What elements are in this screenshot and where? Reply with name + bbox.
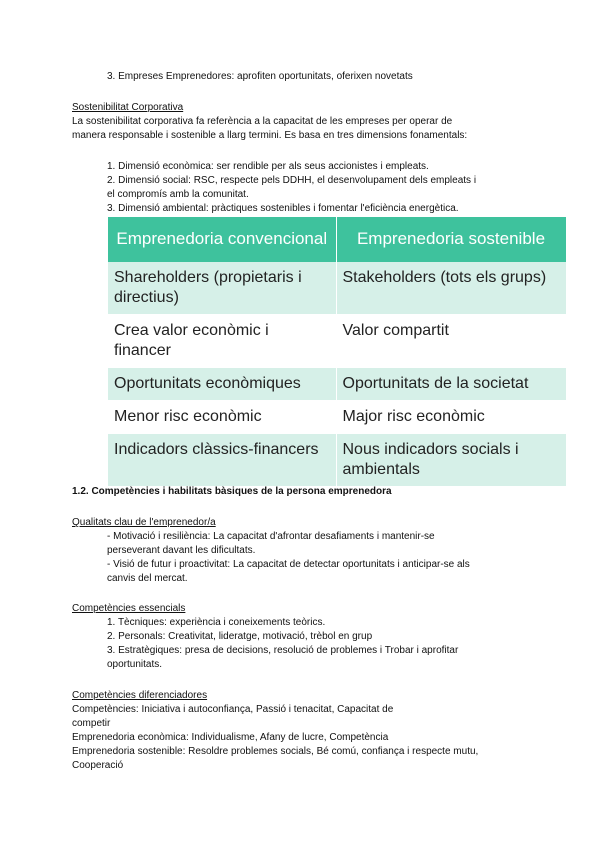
paragraph-line: Cooperació bbox=[72, 760, 124, 771]
list-item-motivacio: - Motivació i resiliència: La capacitat d'afrontar desafiaments i mantenir-se bbox=[107, 531, 435, 542]
list-item-tecniques: 1. Tècniques: experiència i coneixements teòrics. bbox=[107, 617, 326, 628]
table-cell: Menor risc econòmic bbox=[108, 401, 336, 434]
paragraph-line: manera responsable i sostenible a llarg termini. Es basa en tres dimensions fonamentals: bbox=[72, 130, 468, 141]
comparison-table bbox=[108, 217, 567, 487]
table-cell: Oportunitats de la societat bbox=[336, 368, 566, 401]
heading-competencies-diferenciadores: Competències diferenciadores bbox=[72, 690, 208, 701]
header-emprenedoria-convencional: Emprenedoria convencional bbox=[108, 217, 336, 262]
paragraph-line: La sostenibilitat corporativa fa referència a la capacitat de les empreses per operar de bbox=[72, 116, 453, 127]
header-emprenedoria-sostenible: Emprenedoria sostenible bbox=[336, 217, 566, 262]
table-cell: Shareholders (propietaris i directius) bbox=[108, 262, 336, 315]
list-item-dimensio-social: 2. Dimensió social: RSC, respecte pels DDHH, el desenvolupament dels empleats i bbox=[107, 175, 477, 186]
heading-competencies-essencials: Competències essencials bbox=[72, 603, 186, 614]
paragraph-line: Competències: Iniciativa i autoconfiança, Passió i tenacitat, Capacitat de bbox=[72, 704, 394, 715]
table-cell: Major risc econòmic bbox=[336, 401, 566, 434]
heading-sostenibilitat: Sostenibilitat Corporativa bbox=[72, 102, 184, 113]
list-item-visio: - Visió de futur i proactivitat: La capacitat de detectar oportunitats i anticipar-se als bbox=[107, 559, 470, 570]
table-cell: Valor compartit bbox=[336, 315, 566, 368]
table-cell: Crea valor econòmic i financer bbox=[108, 315, 336, 368]
list-item-visio-cont: canvis del mercat. bbox=[107, 573, 188, 584]
section-title: 1.2. Competències i habilitats bàsiques de la persona emprenedora bbox=[72, 486, 392, 497]
table-row bbox=[108, 368, 566, 401]
table-cell: Nous indicadors socials i ambientals bbox=[336, 434, 566, 487]
paragraph-line: Emprenedoria econòmica: Individualisme, Afany de lucre, Competència bbox=[72, 732, 389, 743]
table-row bbox=[108, 315, 566, 368]
table-row bbox=[108, 434, 566, 487]
table-cell: Indicadors clàssics-financers bbox=[108, 434, 336, 487]
list-item-empreses-emprenedores: 3. Empreses Emprenedores: aprofiten oportunitats, oferixen novetats bbox=[107, 71, 413, 82]
list-item-personals: 2. Personals: Creativitat, lideratge, motivació, trèbol en grup bbox=[107, 631, 373, 642]
table-row bbox=[108, 401, 566, 434]
list-item-dimensio-ambiental: 3. Dimensió ambiental: pràctiques sostenibles i fomentar l'eficiència energètica. bbox=[107, 203, 459, 214]
table-cell: Stakeholders (tots els grups) bbox=[336, 262, 566, 315]
list-item-estrategiques-cont: oportunitats. bbox=[107, 659, 163, 670]
table-row bbox=[108, 262, 566, 315]
list-item-motivacio-cont: perseverant davant les dificultats. bbox=[107, 545, 256, 556]
table-cell: Oportunitats econòmiques bbox=[108, 368, 336, 401]
heading-qualitats: Qualitats clau de l'emprenedor/a bbox=[72, 517, 216, 528]
paragraph-line: competir bbox=[72, 718, 111, 729]
paragraph-line: Emprenedoria sostenible: Resoldre problemes socials, Bé comú, confiança i respecte mutu, bbox=[72, 746, 479, 757]
list-item-dimensio-social-cont: el compromís amb la comunitat. bbox=[107, 189, 249, 200]
list-item-estrategiques: 3. Estratègiques: presa de decisions, resolució de problemes i Trobar i aprofitar bbox=[107, 645, 459, 656]
table-header-row bbox=[108, 217, 566, 262]
list-item-dimensio-economica: 1. Dimensió econòmica: ser rendible per als seus accionistes i empleats. bbox=[107, 161, 429, 172]
